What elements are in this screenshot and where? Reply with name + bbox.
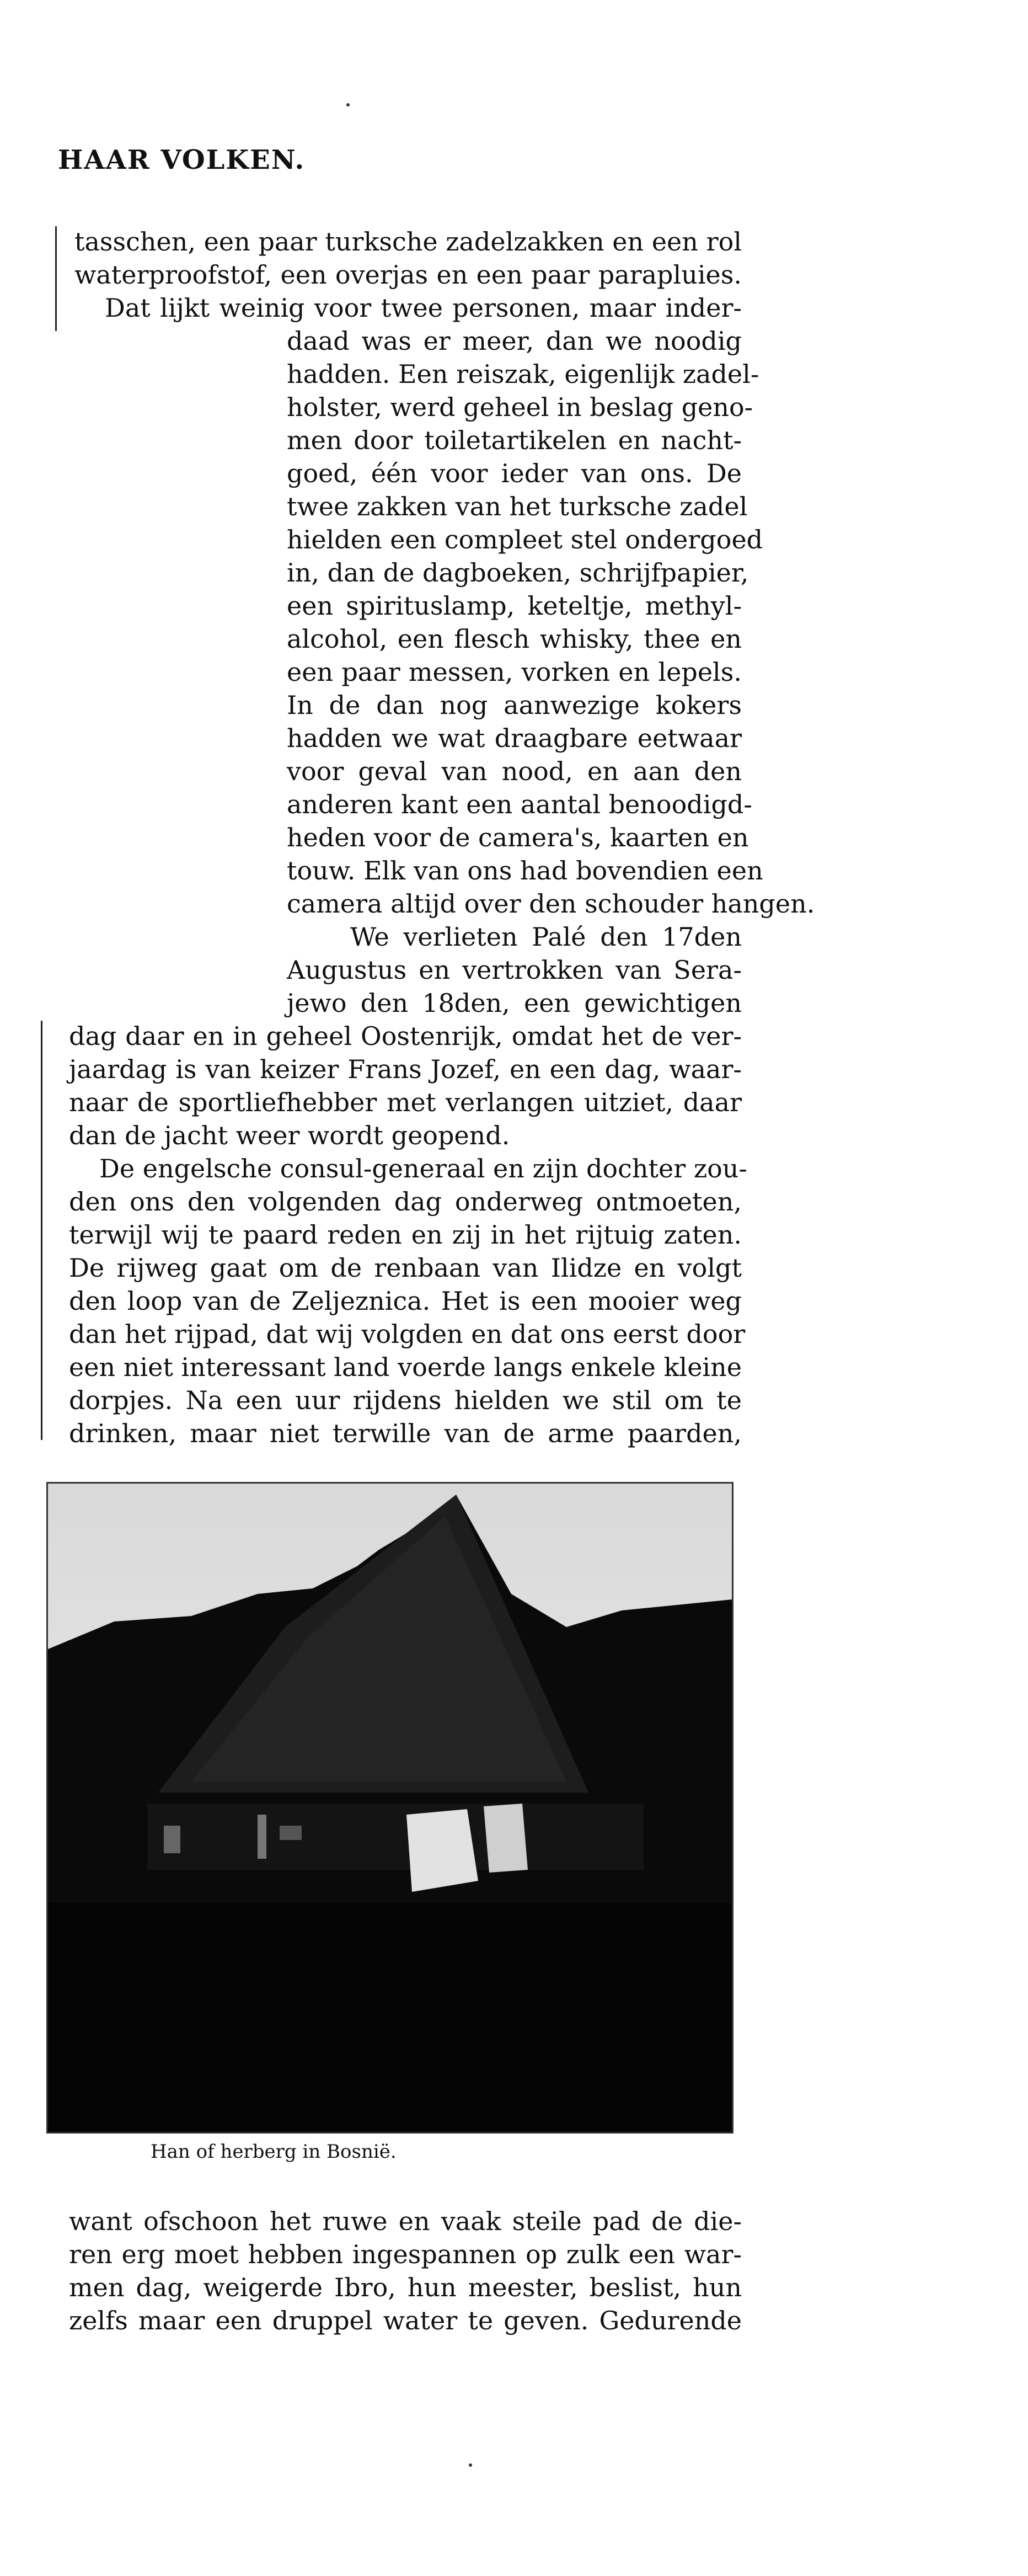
text-line: hadden. Een reiszak, eigenlijk zadel- [287,359,759,389]
photo-caption: Han of herberg in Bosnië. [151,2141,397,2163]
text-line: dorpjes. Na een uur rijdens hielden we stil om te [69,1385,742,1415]
text-line: dan de jacht weer wordt geopend. [69,1121,510,1150]
text-line: ren erg moet hebben ingespannen op zulk een war- [69,2239,742,2269]
text-line: in, dan de dagboeken, schrijfpapier, [287,558,749,588]
photograph-han [46,1482,733,2134]
text-line: Augustus en vertrokken van Sera- [287,955,742,985]
text-line: camera altijd over den schouder hangen. [287,889,815,919]
text-line: dag daar en in geheel Oostenrijk, omdat het de ver- [69,1021,742,1051]
text-line: anderen kant een aantal benoodigd- [287,790,752,819]
text-line: daad was er meer, dan we noodig [287,326,742,356]
text-line: touw. Elk van ons had bovendien een [287,856,763,886]
text-line: heden voor de camera's, kaarten en [287,823,749,852]
text-line: drinken, maar niet terwille van de arme paarden, [69,1418,742,1448]
page-dot-bottom [469,2463,472,2467]
text-line: jewo den 18den, een gewichtigen [287,988,742,1018]
text-line: tasschen, een paar turksche zadelzakken en een rol [74,227,742,257]
margin-rule [41,1021,42,1440]
text-line: men dag, weigerde Ibro, hun meester, beslist, hun [69,2273,742,2302]
photo-image [48,1484,732,2132]
text-line: een paar messen, vorken en lepels. [287,657,742,687]
text-line: alcohol, een flesch whisky, thee en [287,624,742,654]
text-line: Dat lijkt weinig voor twee personen, maar inder- [105,293,742,323]
text-line: zelfs maar een druppel water te geven. Gedurende [69,2306,742,2335]
text-line: den ons den volgenden dag onderweg ontmoeten, [69,1187,742,1217]
text-line: naar de sportliefhebber met verlangen uitziet, daar [69,1087,742,1117]
text-line: jaardag is van keizer Frans Jozef, en een dag, waar- [69,1054,742,1084]
text-line: goed, één voor ieder van ons. De [287,458,742,488]
text-line: want ofschoon het ruwe en vaak steile pad de die- [69,2206,742,2236]
text-line: De rijweg gaat om de renbaan van Ilidze en volgt [69,1253,742,1283]
text-line: men door toiletartikelen en nacht- [287,425,742,455]
text-line: dan het rijpad, dat wij volgden en dat ons eerst door [69,1319,746,1349]
text-line: In de dan nog aanwezige kokers [287,690,742,720]
page-dot-top [346,103,350,106]
text-line: hielden een compleet stel ondergoed [287,525,763,554]
text-line: De engelsche consul-generaal en zijn dochter zou- [99,1154,747,1183]
text-line: een spirituslamp, keteltje, methyl- [287,591,742,621]
text-line: We verlieten Palé den 17den [350,922,742,952]
running-header: HAAR VOLKEN. [58,145,306,175]
text-line: voor geval van nood, en aan den [287,756,742,786]
text-line: waterproofstof, een overjas en een paar parapluies. [74,260,742,290]
text-line: holster, werd geheel in beslag geno- [287,392,753,422]
text-line: twee zakken van het turksche zadel [287,492,748,521]
text-line: den loop van de Zeljeznica. Het is een mooier weg [69,1286,742,1316]
text-line: een niet interessant land voerde langs enkele kleine [69,1352,742,1382]
text-line: terwijl wij te paard reden en zij in het rijtuig zaten. [69,1220,742,1250]
text-line: hadden we wat draagbare eetwaar [287,723,742,753]
margin-rule [55,226,57,331]
